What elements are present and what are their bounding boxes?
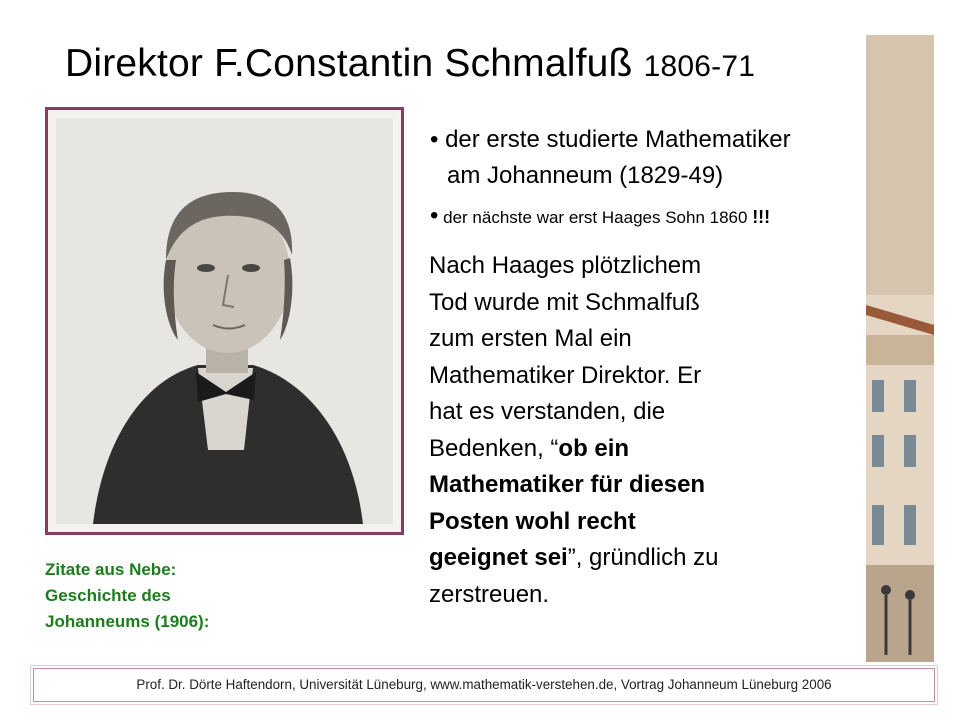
para-line: Nach Haages plötzlichem	[429, 252, 702, 279]
para-text: Bedenken, “	[429, 434, 559, 462]
para-line	[429, 431, 849, 468]
bullet-first-line1: der erste studierte Mathematiker	[445, 126, 791, 153]
bullet-second: • der nächste war erst Haages Sohn 1860 !!!	[430, 202, 771, 229]
bullet-second-text: der nächste war erst Haages Sohn 1860	[443, 208, 748, 227]
para-line: zerstreuen.	[429, 580, 550, 608]
caption-line: Zitate aus Nebe:	[45, 560, 177, 579]
para-line	[429, 504, 849, 541]
footer-credit	[33, 668, 935, 702]
quote-bold: geeignet sei	[429, 544, 568, 571]
source-caption	[45, 557, 209, 635]
portrait-image	[45, 107, 404, 535]
para-line: Tod wurde mit Schmalfuß	[429, 288, 700, 316]
quote-bold: ob ein	[558, 434, 630, 462]
quote-paragraph	[429, 248, 849, 613]
quote-bold: Mathematiker für diesen	[429, 471, 706, 498]
para-line: Mathematiker Direktor. Er	[429, 361, 702, 389]
para-line	[429, 540, 849, 577]
title-text: Direktor F.Constantin Schmalfuß	[65, 42, 633, 85]
para-line: hat es verstanden, die	[429, 398, 666, 425]
slide-title	[65, 42, 755, 86]
para-line: zum ersten Mal ein	[429, 325, 632, 352]
bullet-first-line2: am Johanneum (1829-49)	[447, 162, 724, 189]
bullet-first: • der erste studierte Mathematiker am Johanneum (1829-49)	[430, 126, 791, 189]
caption-line: Geschichte des	[45, 586, 171, 605]
para-line	[429, 467, 849, 504]
title-years: 1806-71	[643, 50, 756, 83]
caption-line: Johanneums (1906):	[45, 612, 210, 631]
building-illustration	[866, 35, 934, 662]
para-text: ”, gründlich zu	[567, 544, 719, 571]
footer-text: Prof. Dr. Dörte Haftendorn, Universität Lüneburg, www.mathematik-verstehen.de, Vortrag Johanneum Lüneburg 2006	[136, 677, 832, 692]
quote-bold: Posten wohl recht	[429, 507, 636, 535]
bullet-second-emphasis: !!!	[752, 207, 771, 227]
